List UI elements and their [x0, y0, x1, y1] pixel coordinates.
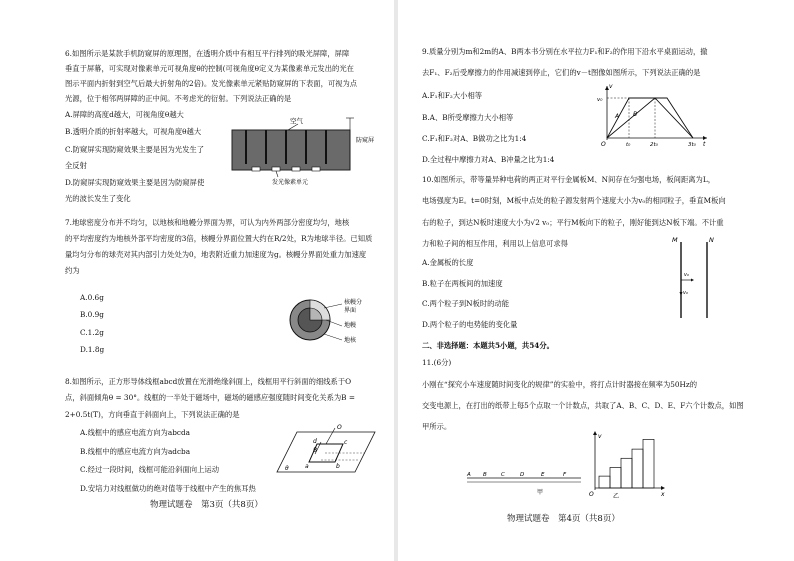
q11-line: 交变电源上，在打出的纸带上每5个点取一个计数点，共取了A、B、C、D、E、F六个计数点，如图 — [422, 401, 744, 410]
label-boundary: 核幔分 — [344, 299, 363, 306]
paper-tape-figure — [465, 462, 585, 498]
q8-line: 点，斜面倾角θ = 30°。线框的一半处于磁场中，磁场的磁感应强度随时间变化关系为B = — [65, 393, 355, 402]
label-series-b: B — [633, 111, 638, 118]
q8-line: 8.如图所示，正方形导体线框abcd放置在光滑绝缘斜面上，线框用平行斜面的细线系于O — [65, 377, 352, 386]
section-2-heading: 二、非选择题：本题共5小题，共54分。 — [422, 341, 554, 350]
q11-line: 小刚在“探究小车速度随时间变化的规律”的实验中，将打点计时器接在频率为50Hz的 — [422, 380, 698, 389]
q8-option-c: C.经过一段时间，线框可能沿斜面向上运动 — [80, 465, 219, 474]
strip-histogram-figure — [587, 430, 667, 502]
page-footer-right: 物理试题卷 第4页（共8页） — [507, 514, 620, 524]
hist-label-v: v — [598, 433, 602, 440]
tape-point: A — [467, 472, 471, 478]
q6-line: 光源，位于相邻两屏障的正中间。不考虑光的衍射。下列说法正确的是 — [65, 94, 292, 103]
label-2t0: 2t₀ — [650, 142, 658, 148]
velocity-time-graph — [597, 82, 712, 148]
page-footer-left: 物理试题卷 第3页（共8页） — [150, 500, 263, 510]
histogram-strip — [599, 476, 610, 488]
label-plate-n: N — [709, 236, 714, 244]
q10-line: 电场强度为E。t=0时刻，M板中点处的粒子源发射两个速度大小为v₀的相同粒子，垂直M板向 — [422, 196, 726, 205]
label-o: O — [337, 424, 342, 431]
q7-line: 量均匀分布的球壳对其内部引力处处为0，地表附近重力加速度为g。核幔分界面处重力加速度 — [65, 250, 367, 259]
tape-point: E — [541, 472, 545, 478]
q10-option-d: D.两个粒子的电势能的变化量 — [422, 320, 518, 329]
privacy-screen-figure — [228, 112, 388, 188]
tape-point: C — [501, 472, 505, 478]
label-v0-down: v₀ — [683, 290, 688, 296]
q11-title: 11.(6分) — [422, 358, 452, 367]
label-air: 空气 — [290, 117, 303, 125]
parallel-plates-figure — [669, 232, 719, 322]
q8-option-d: D.安培力对线框做功的绝对值等于线框中产生的焦耳热 — [80, 484, 256, 493]
label-boundary-cont: 界面 — [344, 307, 357, 314]
histogram-strip — [643, 439, 654, 488]
label-pixel: 发光像素单元 — [272, 179, 309, 186]
histogram-strip — [621, 458, 632, 488]
q6-option-c-cont: 全反射 — [65, 161, 87, 170]
hist-label-origin: O — [589, 491, 594, 498]
q7-line: 约为 — [65, 266, 80, 275]
label-t0: t₀ — [626, 142, 631, 148]
q9-option-a: A.F₁和F₂大小相等 — [422, 91, 483, 100]
label-v0-right: v₀ — [684, 272, 689, 278]
label-screen: 防窥屏 — [356, 137, 375, 144]
q9-option-c: C.F₁和F₂对A、B做功之比为1:4 — [422, 134, 527, 143]
q7-line: 7.地球密度分布并不均匀，以地核和地幔分界面为界，可认为内外两部分密度均匀，地核 — [65, 218, 350, 227]
q9-option-b: B.A、B所受摩擦力大小相等 — [422, 113, 514, 122]
label-mantle: 地幔 — [344, 322, 357, 329]
q9-line: 9.质量分别为m和2m的A、B两本书分别在水平拉力F₁和F₂的作用下沿水平桌面运动，撤 — [422, 47, 708, 56]
right-page — [397, 0, 794, 561]
inclined-plane-figure — [275, 422, 385, 476]
label-field: B — [313, 447, 318, 454]
label-core: 地核 — [344, 337, 357, 344]
tape-point: D — [520, 472, 525, 478]
q6-option-a: A.屏障的高度d越大，可视角度θ越大 — [65, 110, 184, 119]
q11-line: 甲所示。 — [422, 422, 452, 431]
hist-caption: 乙 — [613, 493, 620, 500]
label-t: t — [703, 141, 706, 148]
label-3t0: 3t₀ — [688, 142, 696, 148]
q7-option-a: A.0.6g — [80, 293, 104, 302]
label-a: a — [305, 463, 309, 470]
histogram-strip — [632, 449, 643, 488]
q10-line: 右的粒子，到达N板时速度大小为√2 v₀；平行M板向下的粒子，刚好能到达N板下端。不计重 — [422, 218, 724, 227]
q6-line: 6.如图所示是某款手机防窥屏的原理图，在透明介质中有相互平行排列的吸光屏障，屏障 — [65, 49, 350, 58]
tape-point: F — [563, 472, 567, 478]
tape-point: B — [483, 472, 487, 478]
q10-option-b: B.粒子在两板间的加速度 — [422, 279, 503, 288]
q6-option-b: B.透明介质的折射率越大，可视角度θ越大 — [65, 127, 202, 136]
q8-option-a: A.线框中的感应电流方向为abcda — [80, 428, 190, 437]
label-c: c — [344, 439, 348, 446]
q7-option-c: C.1.2g — [80, 328, 104, 337]
label-series-a: A — [615, 113, 620, 120]
label-b: b — [336, 463, 340, 470]
label-plate-m: M — [672, 236, 678, 244]
q7-line: 的平均密度约为地核外部平均密度的3倍，核幔分界面位置大约在R/2处，R为地球半径。已知质 — [65, 234, 373, 243]
hist-label-x: x — [661, 491, 665, 498]
q6-option-d-cont: 光的波长发生了变化 — [65, 194, 131, 203]
q6-line: 垂直于屏幕，可实现对像素单元可视角度θ的控制(可视角度θ定义为某像素单元发出的光在 — [65, 64, 354, 73]
q10-line: 力和粒子间的相互作用，利用以上信息可求得 — [422, 239, 568, 248]
label-d: d — [313, 438, 317, 445]
q7-option-d: D.1.8g — [80, 345, 105, 354]
label-v: v — [609, 83, 613, 90]
q8-line: 2+0.5t(T)，方向垂直于斜面向上，下列说法正确的是 — [65, 410, 240, 419]
q10-option-c: C.两个粒子到N板时的动能 — [422, 299, 509, 308]
label-origin: O — [601, 141, 606, 148]
label-theta: θ — [285, 465, 289, 472]
q7-option-b: B.0.9g — [80, 310, 104, 319]
label-v0: v₀ — [597, 97, 603, 103]
q6-line: 图示平面内折射到空气后最大折射角的2倍)。发光像素单元紧贴防窥屏的下表面，可视为点 — [65, 79, 358, 88]
q6-option-c: C.防窥屏实现防窥效果主要是因为光发生了 — [65, 145, 204, 154]
tape-caption: 甲 — [537, 489, 544, 496]
q8-option-b: B.线框中的感应电流方向为adcba — [80, 447, 191, 456]
q9-line: 去F₁、F₂后受摩擦力的作用减速到停止，它们的v－t图像如图所示，下列说法正确的是 — [422, 68, 701, 77]
q10-line: 10.如图所示，带等量异种电荷的两正对平行金属板M、N间存在匀强电场，板间距离为L， — [422, 175, 715, 184]
earth-cross-section-figure — [288, 296, 378, 346]
histogram-strip — [610, 467, 621, 488]
histogram-bars — [599, 439, 654, 488]
q10-option-a: A.金属板的长度 — [422, 258, 474, 267]
q9-option-d: D.全过程中摩擦力对A、B冲量之比为1:4 — [422, 155, 555, 164]
q6-option-d: D.防窥屏实现防窥效果主要是因为防窥屏使 — [65, 178, 205, 187]
